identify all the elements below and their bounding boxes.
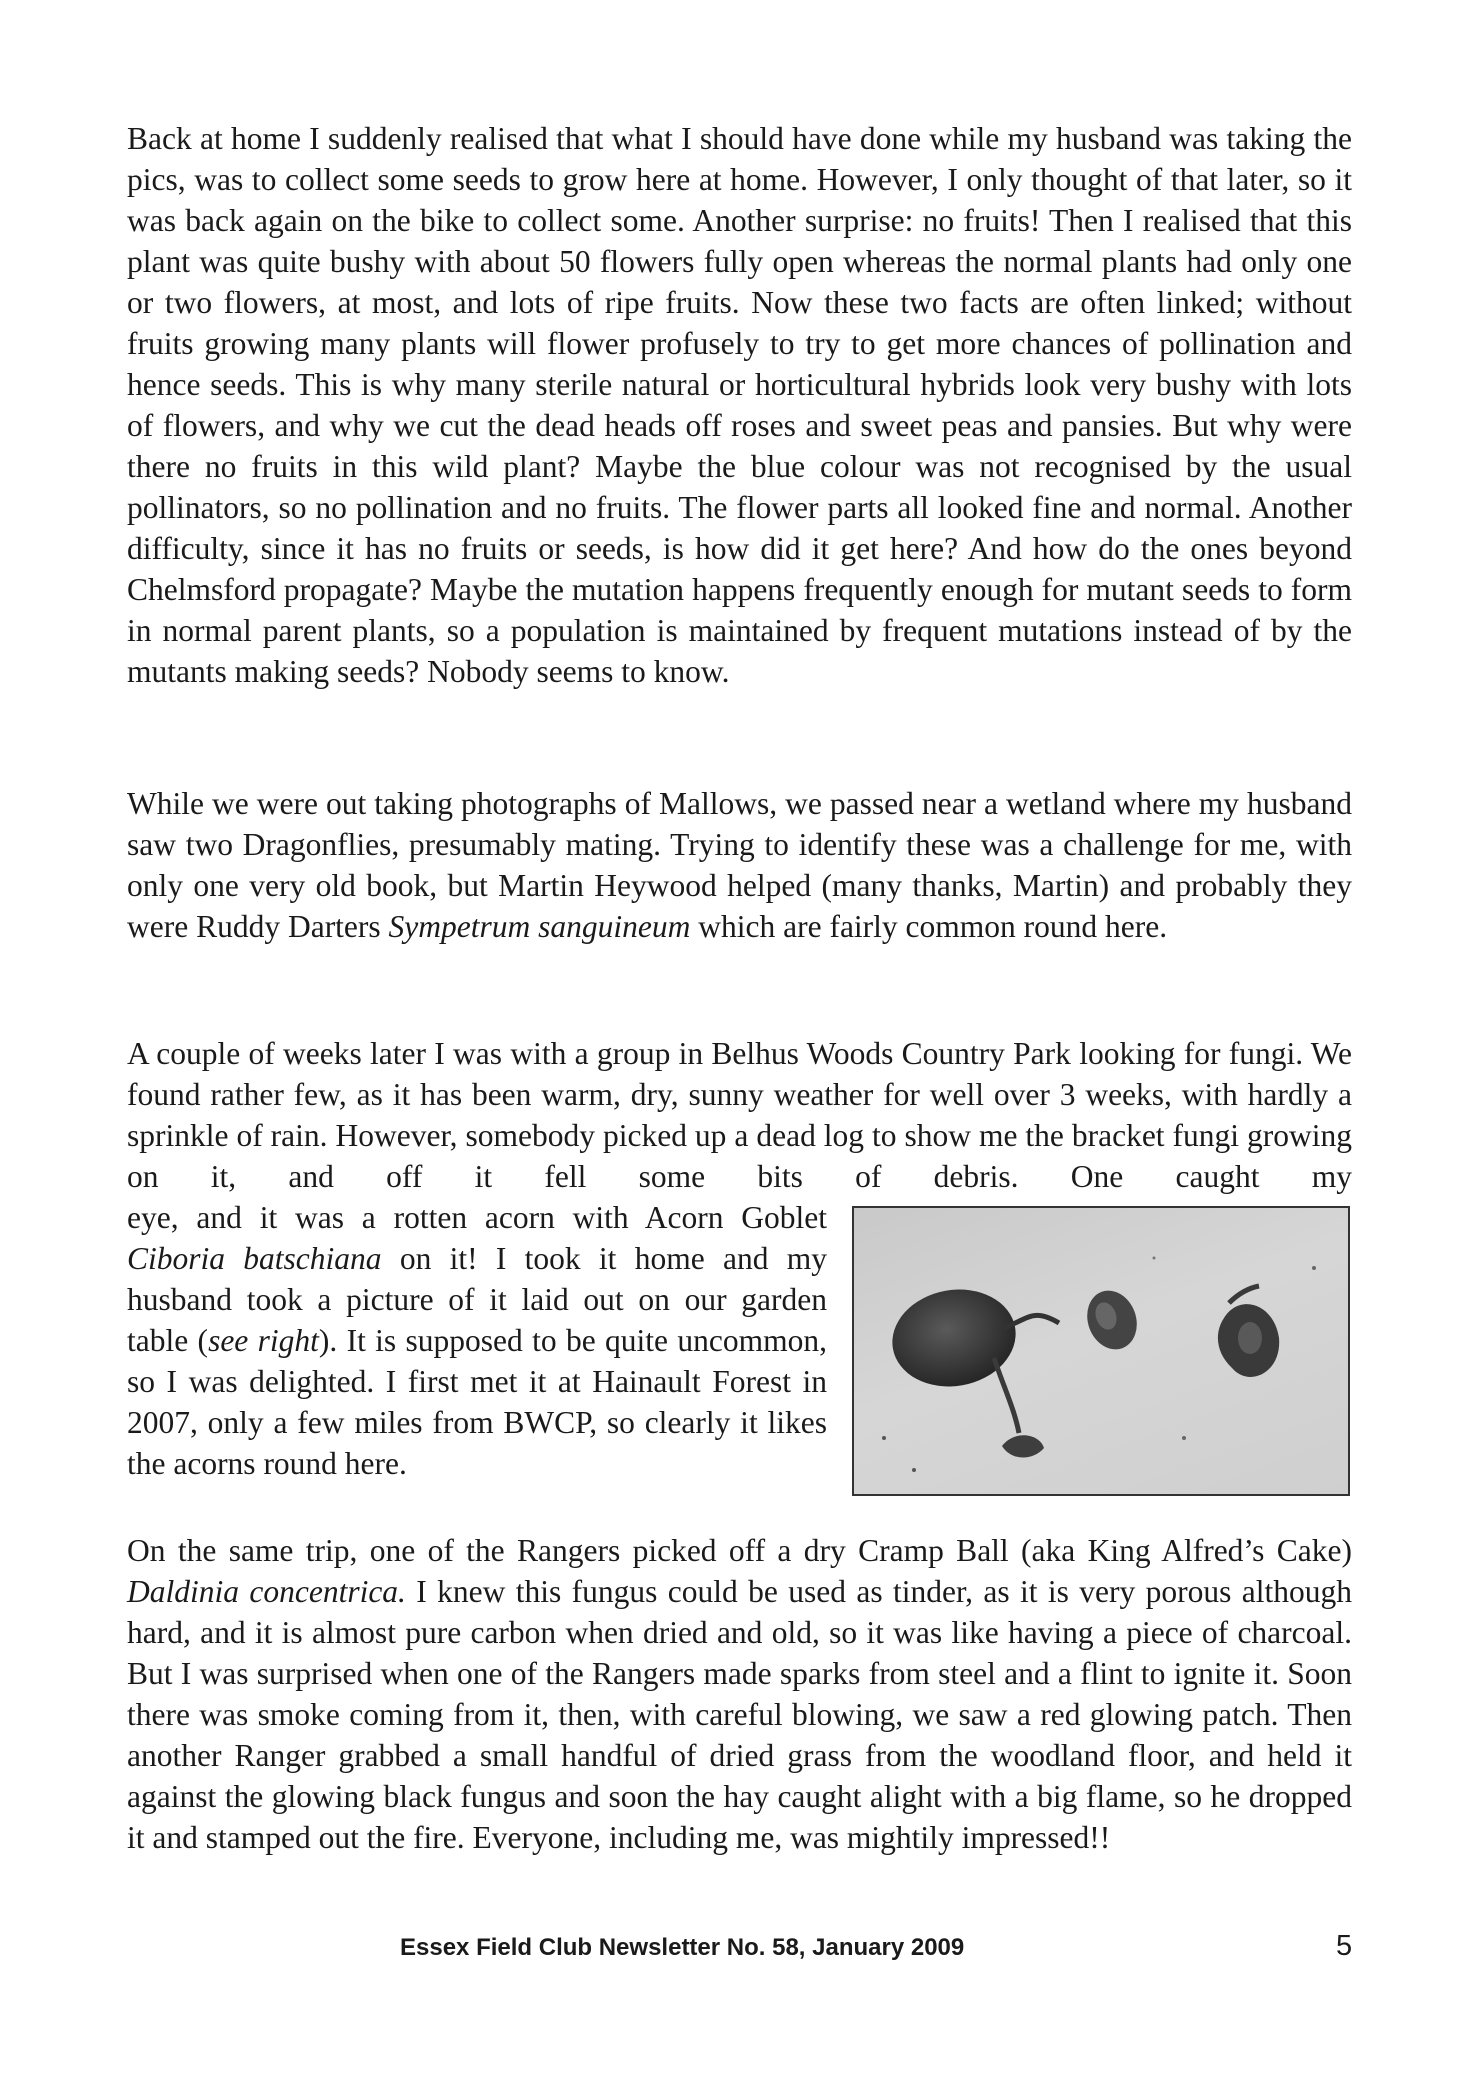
paragraph-text: ). It is supposed to be quite uncommon, so I was delighted. I first met it at Hainault Forest in 2007, only a few miles from BWCP, so clearly it likes the acorns round here. [127,1323,827,1481]
paragraph-text: which are fairly common round here. [690,909,1168,944]
paragraph-fungi-intro [127,1033,1352,1197]
newsletter-footer-title: Essex Field Club Newsletter No. 58, January 2009 [400,1934,965,1961]
species-name: Ciboria batschiana [127,1241,382,1276]
paragraph-text: eye, and it was a rotten acorn with Acorn Goblet [127,1200,827,1235]
page-number: 5 [1336,1930,1353,1962]
paragraph-text: A couple of weeks later I was with a group in Belhus Woods Country Park looking for fungi. We found rather few, as it has been warm, dry, sunny weather for well over 3 weeks, with hardly a sprinkle of rain. However, somebody picked up a dead log to show me the bracket fungi growing on it, and off it fell some bits of debris. One caught my [127,1036,1352,1194]
paragraph-acorn-goblet [127,1197,827,1484]
paragraph-dragonflies [127,783,1352,947]
acorn-goblet-photo [852,1206,1350,1496]
paragraph-mutant-plant [127,118,1352,692]
paragraph-text: I knew this fungus could be used as tinder, as it is very porous although hard, and it is almost pure carbon when dried and old, so it was like having a piece of charcoal. But I was surprised when one of the Rangers made sparks from steel and a flint to ignite it. Soon there was smoke coming from it, then, with careful blowing, we saw a red glowing patch. Then another Ranger grabbed a small handful of dried grass from the woodland floor, and held it against the glowing black fungus and soon the hay caught alight with a big flame, so he dropped it and stamped out the fire. Everyone, including me, was mightily impressed!! [127,1574,1352,1855]
paragraph-text: While we were out taking photographs of Mallows, we passed near a wetland where my husband saw two Dragonflies, presumably mating. Trying to identify these was a challenge for me, with only one very old book, but Martin Heywood helped (many thanks, Martin) and probably they were Ruddy Darters [127,786,1352,944]
paragraph-cramp-ball [127,1530,1352,1858]
species-name: Daldinia concentrica. [127,1574,406,1609]
species-name: Sympetrum sanguineum [388,909,691,944]
paragraph-text: Back at home I suddenly realised that what I should have done while my husband was taking the pics, was to collect some seeds to grow here at home. However, I only thought of that later, so it was back again on the bike to collect some. Another surprise: no fruits! Then I realised that this plant was quite bushy with about 50 flowers fully open whereas the normal plants had only one or two flowers, at most, and lots of ripe fruits. Now these two facts are often linked; without fruits growing many plants will flower profusely to try to get more chances of pollination and hence seeds. This is why many sterile natural or horticultural hybrids look very bushy with lots of flowers, and why we cut the dead heads off roses and sweet peas and pansies. But why were there no fruits in this wild plant? Maybe the blue colour was not recognised by the usual pollinators, so no pollination and no fruits. The flower parts all looked fine and normal. Another difficulty, since it has no fruits or seeds, is how did it get here? And how do the ones beyond Chelmsford propagate? Maybe the mutation happens frequently enough for mutant seeds to form in normal parent plants, so a population is maintained by frequent mutations instead of by the mutants making seeds? Nobody seems to know. [127,121,1352,689]
paragraph-text: On the same trip, one of the Rangers picked off a dry Cramp Ball (aka King Alfred’s Cake) [127,1533,1352,1568]
cross-reference: see right [208,1323,319,1358]
paragraph-text: on it! I took it home and my husband took a picture of it laid out on our garden table ( [127,1241,827,1358]
